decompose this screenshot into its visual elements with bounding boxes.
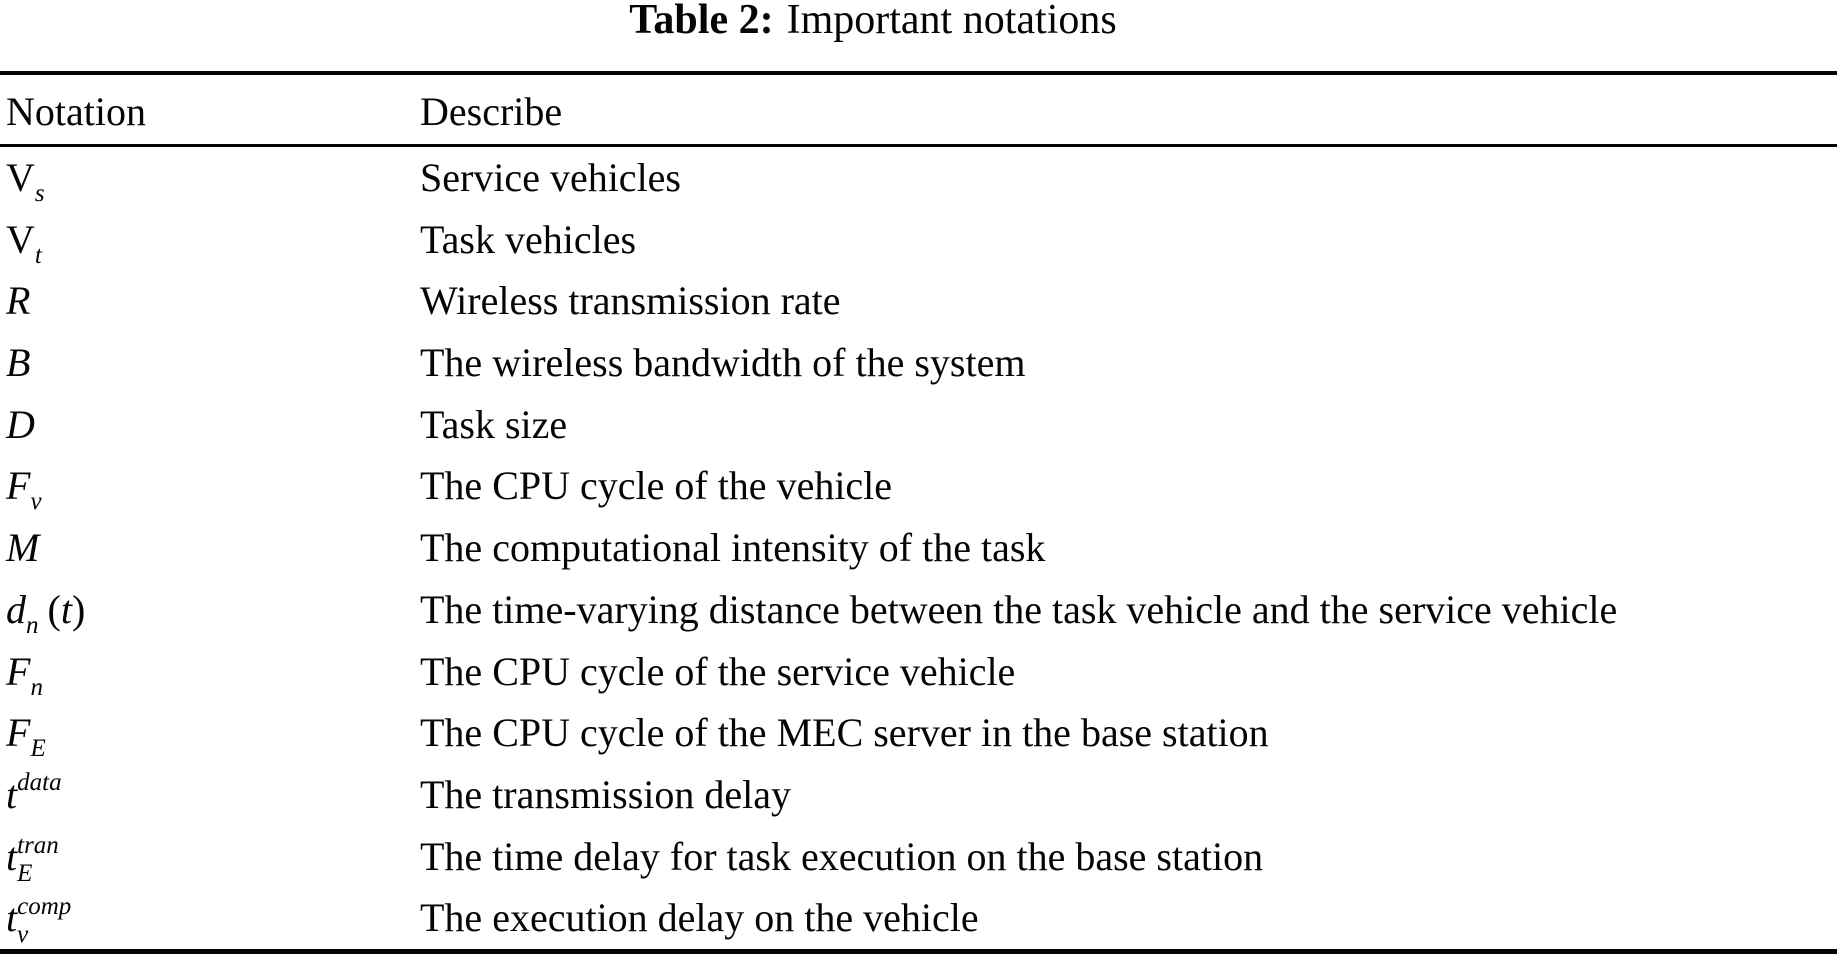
notation-token: t [6, 771, 18, 817]
table-row [0, 764, 1837, 826]
describe-cell: The wireless bandwidth of the system [420, 340, 1026, 386]
notation-token: t [60, 586, 72, 632]
notation-cell [0, 455, 420, 517]
describe-cell: The CPU cycle of the service vehicle [420, 648, 1016, 694]
table-caption [0, 0, 1746, 46]
table-row [0, 332, 1837, 394]
notation-token: F [6, 648, 31, 694]
notation-token: t [6, 895, 18, 941]
column-header-notation: Notation [6, 89, 146, 134]
table-row [0, 702, 1837, 764]
table-bottom-rule [0, 949, 1837, 954]
table-row [0, 455, 1837, 517]
notation-token: d [6, 586, 26, 632]
notation-token: n [26, 611, 39, 639]
notation-cell [0, 641, 420, 703]
notation-cell [0, 764, 420, 826]
notations-table [0, 71, 1837, 954]
table-row [0, 147, 1837, 209]
describe-cell: The execution delay on the vehicle [420, 895, 979, 941]
notation-supsub: tran E [17, 831, 59, 887]
notation-cell [0, 826, 420, 888]
notation-cell [0, 209, 420, 271]
notation-token: F [6, 463, 31, 509]
notation-cell [0, 332, 420, 394]
describe-cell: The CPU cycle of the MEC server in the base station [420, 710, 1269, 756]
table-row [0, 887, 1837, 949]
table-row [0, 641, 1837, 703]
table-row [0, 826, 1837, 888]
notation-token: s [34, 180, 45, 207]
notation-supsub: comp v [17, 893, 72, 949]
table-row [0, 517, 1837, 579]
notation-token: D [6, 401, 35, 447]
notation-cell [0, 394, 420, 456]
notation-cell [0, 887, 420, 949]
describe-cell: Service vehicles [420, 155, 681, 200]
describe-cell: The CPU cycle of the vehicle [420, 463, 893, 509]
describe-cell: The computational intensity of the task [420, 525, 1046, 571]
describe-cell: The time delay for task execution on the base station [420, 833, 1264, 879]
notation-cell [0, 147, 420, 209]
table-body [0, 147, 1837, 949]
describe-cell: The transmission delay [420, 771, 792, 817]
notation-token: ( [47, 586, 61, 632]
notation-token: V [6, 155, 35, 200]
notation-token: B [6, 340, 31, 386]
notation-token: t [34, 241, 42, 269]
notation-cell [0, 702, 420, 764]
notation-token: R [6, 278, 31, 324]
notation-cell [0, 270, 420, 332]
table-header-row [0, 75, 1837, 144]
notation-token: v [30, 488, 42, 516]
notation-cell [0, 517, 420, 579]
notation-token: E [30, 735, 46, 763]
notation-token: n [30, 673, 43, 701]
notation-token: M [6, 525, 40, 571]
notation-token: ) [71, 586, 86, 632]
notation-token: data [17, 768, 62, 796]
table-row [0, 394, 1837, 456]
table-row [0, 579, 1837, 641]
describe-cell: Task vehicles [420, 216, 637, 262]
notation-token: t [6, 833, 18, 879]
notation-cell [0, 579, 420, 641]
describe-cell: Task size [420, 401, 568, 447]
table-row [0, 270, 1837, 332]
table-caption-text: Important notations [786, 0, 1117, 43]
describe-cell: The time-varying distance between the task vehicle and the service vehicle [420, 586, 1618, 632]
table-caption-number: Table 2: [629, 0, 774, 43]
describe-cell: Wireless transmission rate [420, 278, 841, 324]
table-row [0, 209, 1837, 271]
column-header-describe: Describe [420, 89, 563, 134]
notation-token: F [6, 710, 31, 756]
notation-token: V [6, 216, 35, 262]
